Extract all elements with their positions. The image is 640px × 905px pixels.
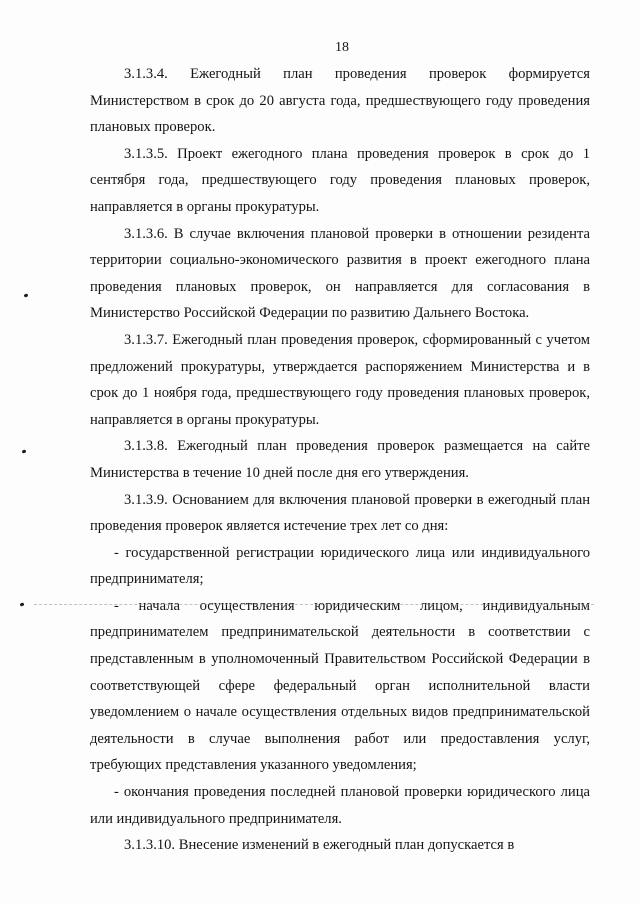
paragraph-3-1-3-5: 3.1.3.5. Проект ежегодного плана проведения проверок в срок до 1 сентября года, предшествующего году проведения плановых проверок, направляется в органы прокуратуры. bbox=[90, 145, 590, 215]
paragraph-3-1-3-6: 3.1.3.6. В случае включения плановой проверки в отношении резидента территории социально-экономического развития в проект ежегодного плана проведения плановых проверок, он направляется для согласования в Министерство Российской Федерации по развитию Дальнего Востока. bbox=[90, 225, 590, 322]
list-item-activity-start: - начала осуществления юридическим лицом, индивидуальным предпринимателем предпринимательской деятельности в соответствии с представленным в уполномоченный Правительством Российской Федерации в соответствующей сфере федеральный орган исполнительной власти уведомлением о начале осуществления отдельных видов предпринимательской деятельности в случае выполнения работ или предоставления услуг, требующих представления указанного уведомления; bbox=[90, 597, 590, 774]
scan-mark-1 bbox=[24, 293, 29, 297]
paragraph-3-1-3-10: 3.1.3.10. Внесение изменений в ежегодный план допускается в bbox=[124, 837, 515, 854]
page-number: 18 bbox=[335, 40, 349, 55]
scan-mark-3 bbox=[20, 602, 25, 606]
paragraph-3-1-3-9: 3.1.3.9. Основанием для включения плановой проверки в ежегодный план проведения проверок является истечение трех лет со дня: bbox=[90, 491, 590, 535]
paragraph-3-1-3-4: 3.1.3.4. Ежегодный план проведения проверок формируется Министерством в срок до 20 августа года, предшествующего году проведения плановых проверок. bbox=[90, 66, 590, 136]
scan-mark-2 bbox=[22, 449, 27, 453]
paragraph-3-1-3-7: 3.1.3.7. Ежегодный план проведения проверок, сформированный с учетом предложений прокуратуры, утверждается распоряжением Министерства и в срок до 1 ноября года, предшествующего году проведения плановых проверок, направляется в органы прокуратуры. bbox=[90, 331, 590, 428]
list-item-last-inspection: - окончания проведения последней плановой проверки юридического лица или индивидуального предпринимателя. bbox=[90, 784, 590, 827]
paragraph-3-1-3-8: 3.1.3.8. Ежегодный план проведения проверок размещается на сайте Министерства в течение 10 дней после дня его утверждения. bbox=[90, 438, 590, 481]
list-item-registration: - государственной регистрации юридического лица или индивидуального предпринимателя; bbox=[90, 544, 590, 588]
document-body bbox=[90, 61, 590, 859]
scan-artifact-line bbox=[34, 604, 594, 605]
